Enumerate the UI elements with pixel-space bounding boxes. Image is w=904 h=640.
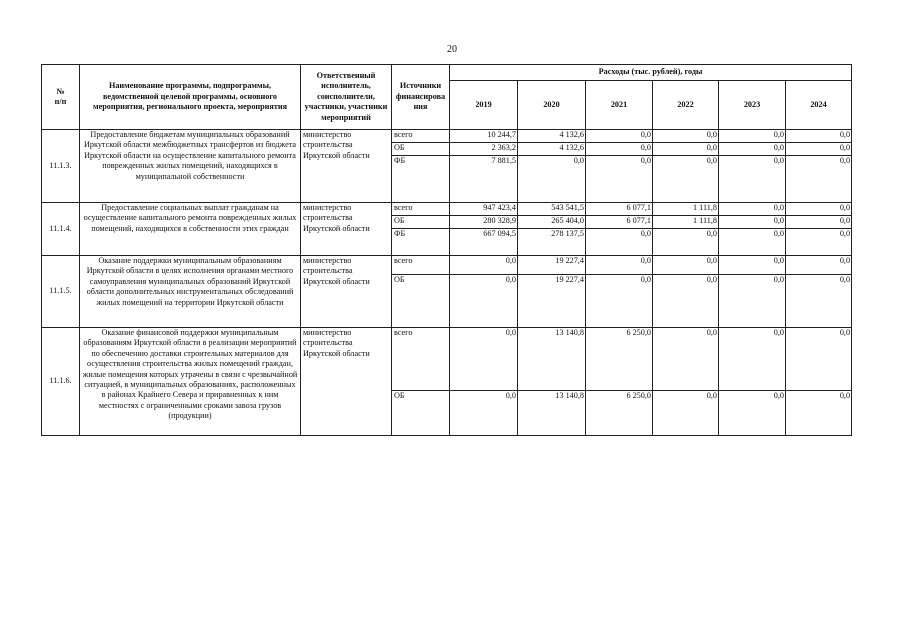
cell-empty (450, 287, 518, 328)
cell-value: 0,0 (719, 156, 786, 169)
cell-empty (586, 168, 653, 203)
cell-value: 0,0 (719, 256, 786, 269)
cell-empty (392, 340, 450, 391)
cell-empty (653, 403, 719, 436)
cell-empty (786, 241, 852, 256)
row-num: 11.1.3. (42, 130, 80, 203)
cell-value: 19 227,4 (518, 256, 586, 269)
cell-empty (653, 168, 719, 203)
row-source: всего (392, 203, 450, 216)
cell-value: 0,0 (786, 275, 852, 288)
cell-value: 280 328,9 (450, 216, 518, 229)
cell-value: 0,0 (450, 328, 518, 341)
header-sources: Источники финансирова ния (392, 65, 450, 130)
cell-value: 0,0 (653, 328, 719, 341)
cell-empty (450, 241, 518, 256)
cell-value: 0,0 (719, 143, 786, 156)
cell-value: 0,0 (786, 328, 852, 341)
cell-value: 0,0 (586, 256, 653, 269)
cell-empty (450, 340, 518, 391)
cell-value: 0,0 (586, 229, 653, 242)
cell-value: 0,0 (719, 203, 786, 216)
row-name: Оказание поддержки муниципальным образованиям Иркутской области в целях исполнения органами местного самоуправления муниципальных образований Иркутской области дополнительных инструментальных обследований жилых помещений на территории Иркутской области (80, 256, 301, 328)
table-header (42, 65, 852, 130)
cell-empty (586, 340, 653, 391)
cell-value: 1 111,8 (653, 216, 719, 229)
row-executor: министерство строительства Иркутской области (301, 256, 392, 328)
cell-value: 278 137,5 (518, 229, 586, 242)
header-year: 2024 (786, 81, 852, 130)
row-source: ОБ (392, 391, 450, 404)
cell-value: 6 077,1 (586, 216, 653, 229)
cell-value: 0,0 (586, 156, 653, 169)
cell-value: 0,0 (786, 203, 852, 216)
cell-value: 7 881,5 (450, 156, 518, 169)
cell-value: 2 363,2 (450, 143, 518, 156)
header-num: № п/п (42, 65, 80, 130)
cell-value: 265 404,0 (518, 216, 586, 229)
cell-value: 0,0 (586, 275, 653, 288)
row-source: всего (392, 256, 450, 269)
row-num: 11.1.5. (42, 256, 80, 328)
cell-value: 0,0 (719, 229, 786, 242)
cell-value: 543 541,5 (518, 203, 586, 216)
row-num: 11.1.4. (42, 203, 80, 256)
cell-value: 10 244,7 (450, 130, 518, 143)
table-row (42, 203, 852, 216)
row-source: ОБ (392, 275, 450, 288)
cell-value: 0,0 (586, 143, 653, 156)
cell-value: 0,0 (786, 216, 852, 229)
cell-value: 667 094,5 (450, 229, 518, 242)
cell-empty (719, 403, 786, 436)
row-executor: министерство строительства Иркутской области (301, 203, 392, 256)
cell-value: 0,0 (719, 275, 786, 288)
cell-value: 0,0 (786, 229, 852, 242)
cell-empty (518, 340, 586, 391)
cell-value: 0,0 (450, 256, 518, 269)
row-source: ФБ (392, 156, 450, 169)
row-source: всего (392, 130, 450, 143)
cell-value: 6 250,0 (586, 328, 653, 341)
cell-empty (786, 403, 852, 436)
table-row (42, 328, 852, 341)
cell-empty (786, 340, 852, 391)
cell-empty (786, 287, 852, 328)
header-executor: Ответственный исполнитель, соисполнители, участники, участники мероприятий (301, 65, 392, 130)
cell-empty (392, 403, 450, 436)
row-source: всего (392, 328, 450, 341)
cell-value: 0,0 (786, 156, 852, 169)
cell-value: 0,0 (653, 156, 719, 169)
cell-value: 0,0 (653, 391, 719, 404)
cell-empty (653, 340, 719, 391)
cell-value: 0,0 (719, 130, 786, 143)
cell-value: 0,0 (653, 130, 719, 143)
cell-value: 19 227,4 (518, 275, 586, 288)
cell-value: 1 111,8 (653, 203, 719, 216)
cell-empty (653, 241, 719, 256)
cell-empty (586, 403, 653, 436)
cell-value: 6 077,1 (586, 203, 653, 216)
cell-value: 0,0 (653, 229, 719, 242)
cell-empty (719, 168, 786, 203)
cell-value: 4 132,6 (518, 130, 586, 143)
table-row (42, 256, 852, 269)
cell-empty (719, 340, 786, 391)
cell-value: 13 140,8 (518, 391, 586, 404)
cell-value: 0,0 (518, 156, 586, 169)
cell-empty (653, 287, 719, 328)
cell-empty (518, 403, 586, 436)
cell-value: 0,0 (719, 216, 786, 229)
header-expenses: Расходы (тыс. рублей), годы (450, 65, 852, 81)
cell-value: 0,0 (719, 328, 786, 341)
table-body (42, 130, 852, 436)
row-executor: министерство строительства Иркутской области (301, 130, 392, 203)
cell-value: 0,0 (786, 143, 852, 156)
cell-value: 0,0 (786, 391, 852, 404)
page-number: 20 (447, 44, 457, 55)
cell-value: 0,0 (653, 275, 719, 288)
cell-empty (719, 241, 786, 256)
cell-value: 0,0 (653, 256, 719, 269)
cell-value: 4 132,6 (518, 143, 586, 156)
header-year: 2023 (719, 81, 786, 130)
cell-value: 0,0 (719, 391, 786, 404)
row-source: ФБ (392, 229, 450, 242)
header-name: Наименование программы, подпрограммы, ведомственной целевой программы, основного мероприятия, регионального проекта, мероприятия (80, 65, 301, 130)
row-name: Предоставление бюджетам муниципальных образований Иркутской области межбюджетных трансфертов из бюджета Иркутской области на осуществление капитального ремонта поврежденных жилых помещений, находящихся в муниципальной собственности (80, 130, 301, 203)
header-year: 2020 (518, 81, 586, 130)
row-source: ОБ (392, 216, 450, 229)
cell-empty (518, 241, 586, 256)
header-year: 2021 (586, 81, 653, 130)
cell-empty (450, 168, 518, 203)
cell-value: 947 423,4 (450, 203, 518, 216)
row-source: ОБ (392, 143, 450, 156)
row-name: Оказание финансовой поддержки муниципальным образованиям Иркутской области в реализации мероприятий по обеспечению доставки строительных материалов для осуществления строительства жилых помещений граждан, жилые помещения которых утрачены в связи с чрезвычайной ситуацией, в муниципальных образованиях, расположенных в районах Крайнего Севера и приравненных к ним местностях с ограниченными сроками завоза грузов (продукции) (80, 328, 301, 436)
table-row (42, 130, 852, 143)
cell-empty (392, 168, 450, 203)
cell-empty (450, 403, 518, 436)
cell-empty (518, 168, 586, 203)
cell-value: 0,0 (786, 130, 852, 143)
cell-empty (719, 287, 786, 328)
expenses-table (41, 64, 852, 436)
cell-value: 13 140,8 (518, 328, 586, 341)
cell-value: 0,0 (786, 256, 852, 269)
cell-empty (586, 287, 653, 328)
cell-empty (786, 168, 852, 203)
header-year: 2019 (450, 81, 518, 130)
cell-empty (586, 241, 653, 256)
header-year: 2022 (653, 81, 719, 130)
cell-value: 0,0 (450, 391, 518, 404)
cell-value: 0,0 (653, 143, 719, 156)
cell-value: 0,0 (450, 275, 518, 288)
row-name: Предоставление социальных выплат гражданам на осуществление капитального ремонта поврежденных жилых помещений, находящихся в собственности этих граждан (80, 203, 301, 256)
cell-empty (392, 241, 450, 256)
cell-value: 0,0 (586, 130, 653, 143)
cell-empty (518, 287, 586, 328)
cell-value: 6 250,0 (586, 391, 653, 404)
cell-empty (392, 287, 450, 328)
row-executor: министерство строительства Иркутской области (301, 328, 392, 436)
row-num: 11.1.6. (42, 328, 80, 436)
